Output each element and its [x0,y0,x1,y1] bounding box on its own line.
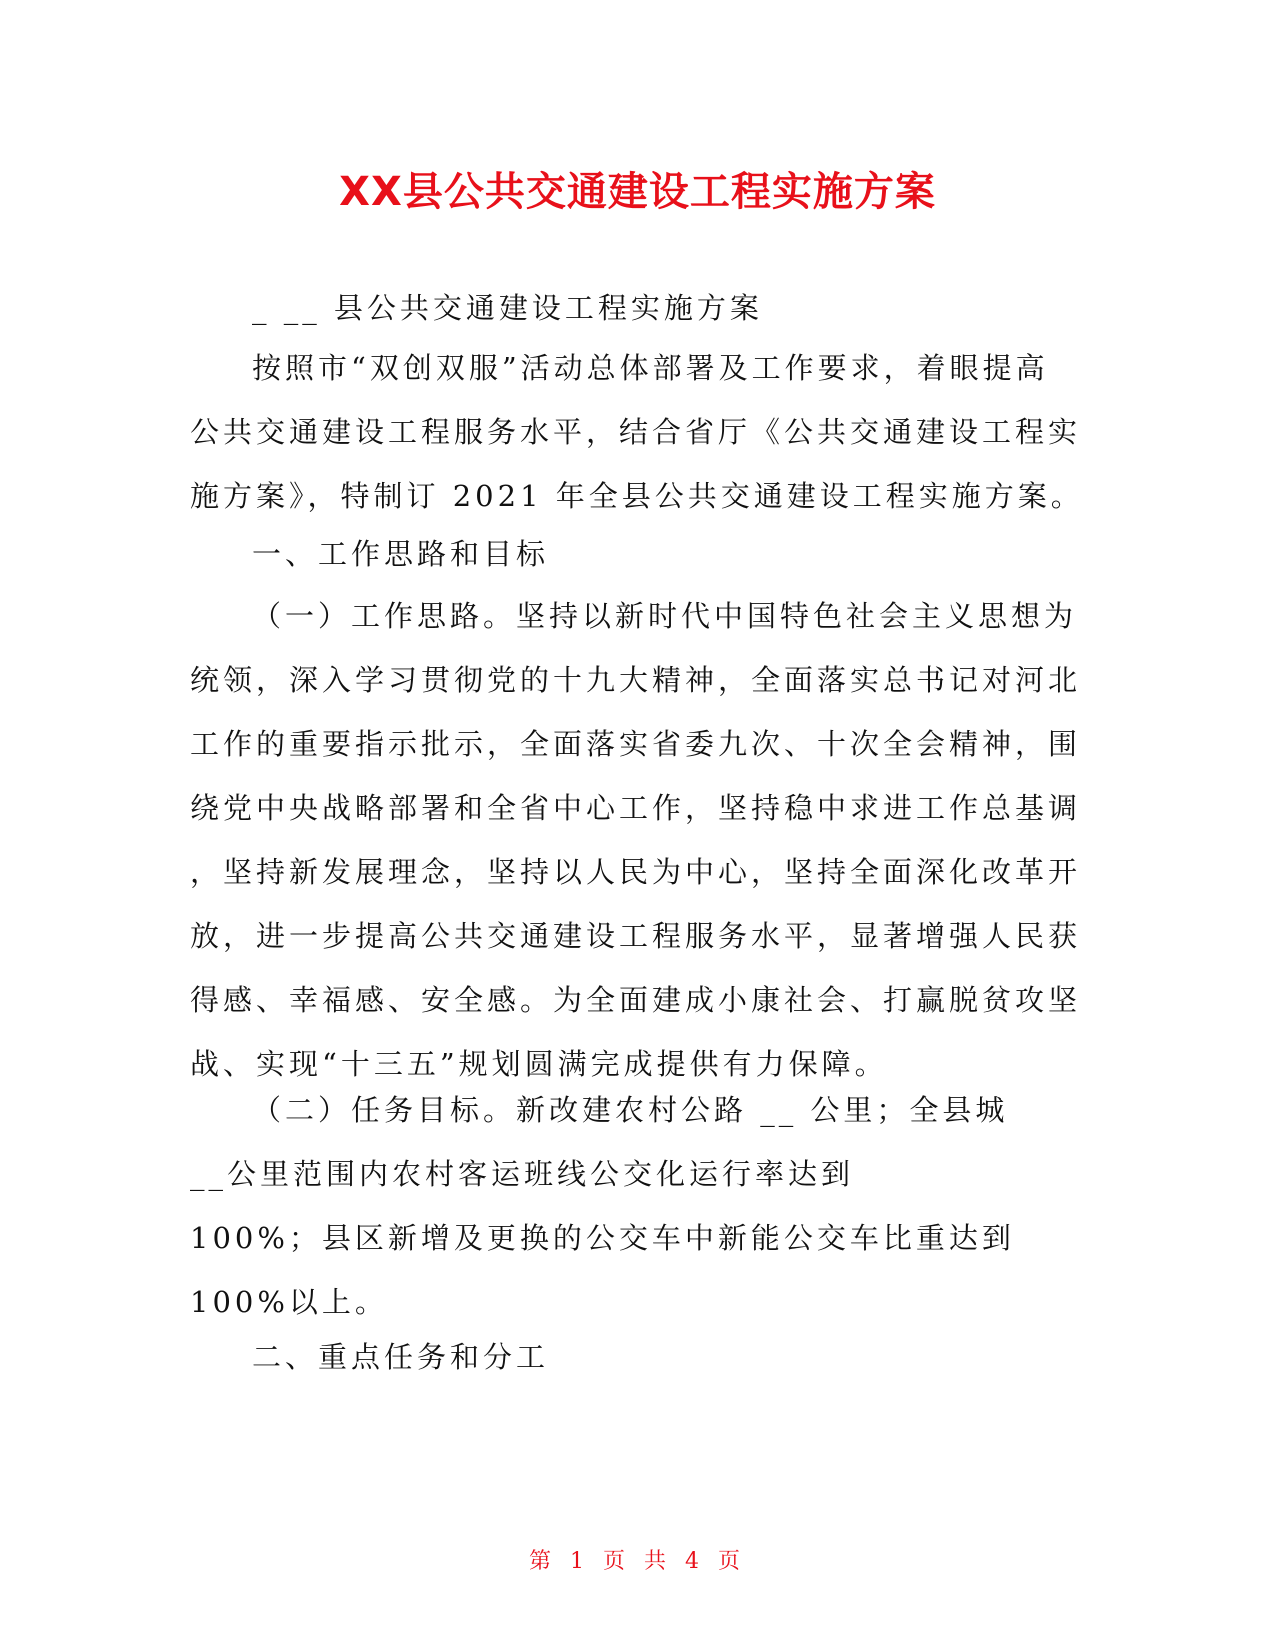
intro-line-2: 公共交通建设工程服务水平，结合省厅《公共交通建设工程实 [190,415,1082,449]
section1-1-line-1: （一）工作思路。坚持以新时代中国特色社会主义思想为 [252,599,1078,633]
intro-paragraph [190,336,1084,528]
section1-1-line-8: 战、实现“十三五”规划圆满完成提供有力保障。 [190,1047,888,1081]
section2-heading [190,1325,1080,1389]
section1-heading [190,522,1080,586]
document-subtitle: _ __ 县公共交通建设工程实施方案 [252,291,763,325]
section1-1-paragraph [190,584,1080,1096]
section1-2-line-3: 100%；县区新增及更换的公交车中新能公交车比重达到 [190,1221,1015,1255]
section1-1-line-7: 得感、幸福感、安全感。为全面建成小康社会、打赢脱贫攻坚 [190,983,1082,1017]
intro-line-1: 按照市“双创双服”活动总体部署及工作要求，着眼提高 [252,351,1049,385]
section1-1-line-3: 工作的重要指示批示，全面落实省委九次、十次全会精神，围 [190,727,1082,761]
section1-2-line-2: __公里范围内农村客运班线公交化运行率达到 [190,1157,855,1191]
intro-line-3: 施方案》，特制订 2021 年全县公共交通建设工程实施方案。 [190,479,1084,513]
section1-2-line-4: 100%以上。 [190,1285,388,1319]
section1-2-paragraph [190,1078,1080,1334]
section1-1-line-5: ，坚持新发展理念，坚持以人民为中心，坚持全面深化改革开 [190,855,1082,889]
section1-1-line-2: 统领，深入学习贯彻党的十九大精神，全面落实总书记对河北 [190,663,1082,697]
document-title: XX县公共交通建设工程实施方案 [339,169,936,215]
section1-2-line-1: （二）任务目标。新改建农村公路 __ 公里；全县城 [252,1093,1009,1127]
page-number-footer: 第 1 页 共 4 页 [529,1549,746,1574]
section1-1-line-6: 放，进一步提高公共交通建设工程服务水平，显著增强人民获 [190,919,1082,953]
section1-heading-text: 一、工作思路和目标 [252,537,550,571]
section1-1-line-4: 绕党中央战略部署和全省中心工作，坚持稳中求进工作总基调 [190,791,1082,825]
section2-heading-text: 二、重点任务和分工 [252,1340,550,1374]
